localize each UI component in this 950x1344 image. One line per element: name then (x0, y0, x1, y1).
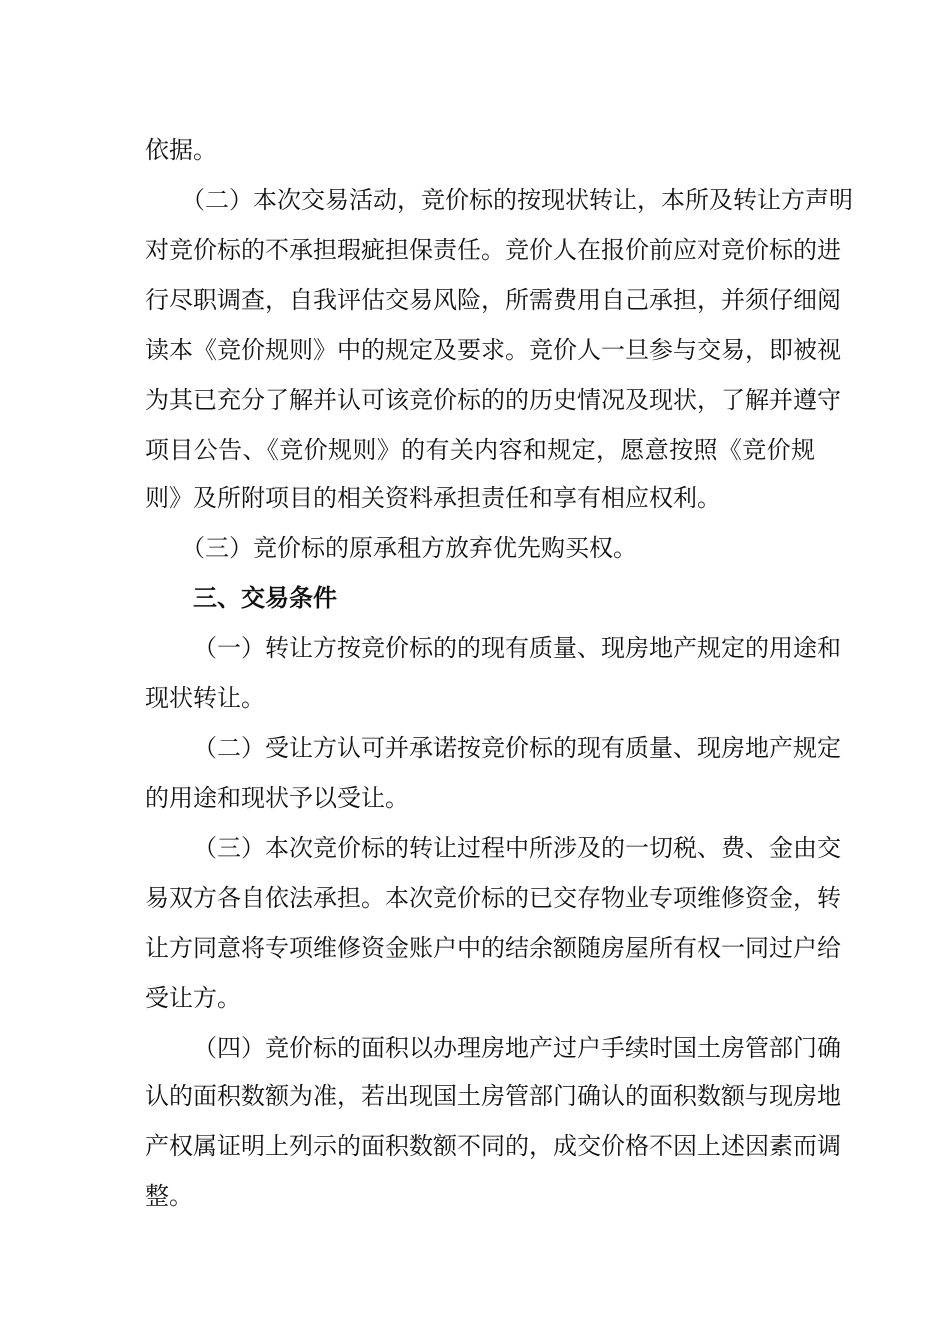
paragraph-line: 对竞价标的不承担瑕疵担保责任。竞价人在报价前应对竞价标的进 (145, 236, 841, 264)
paragraph-line: 依据。 (145, 136, 217, 164)
paragraph-line: （二）受让方认可并承诺按竞价标的现有质量、现房地产规定 (193, 734, 841, 762)
paragraph-line: 为其已充分了解并认可该竞价标的的历史情况及现状，了解并遵守 (145, 386, 841, 414)
paragraph-line: 认的面积数额为准，若出现国土房管部门确认的面积数额与现房地 (145, 1082, 841, 1110)
section-heading: 三、交易条件 (193, 584, 337, 612)
paragraph-line: 则》及所附项目的相关资料承担责任和享有相应权利。 (145, 484, 721, 512)
paragraph-line: （一）转让方按竞价标的的现有质量、现房地产规定的用途和 (193, 634, 841, 662)
paragraph-line: （三）本次竞价标的转让过程中所涉及的一切税、费、金由交 (193, 834, 841, 862)
paragraph-line: 整。 (145, 1182, 193, 1210)
paragraph-line: 产权属证明上列示的面积数额不同的，成交价格不因上述因素而调 (145, 1132, 841, 1160)
paragraph-line: （二）本次交易活动，竞价标的按现状转让，本所及转让方声明 (181, 186, 853, 214)
paragraph-line: 易双方各自依法承担。本次竞价标的已交存物业专项维修资金，转 (145, 884, 841, 912)
paragraph-line: （四）竞价标的面积以办理房地产过户手续时国土房管部门确 (193, 1034, 841, 1062)
paragraph-line: 的用途和现状予以受让。 (145, 784, 409, 812)
paragraph-line: 受让方。 (145, 984, 241, 1012)
paragraph-line: 让方同意将专项维修资金账户中的结余额随房屋所有权一同过户给 (145, 934, 841, 962)
paragraph-line: 行尽职调查，自我评估交易风险，所需费用自己承担，并须仔细阅 (145, 286, 841, 314)
paragraph-line: 读本《竞价规则》中的规定及要求。竞价人一旦参与交易，即被视 (145, 336, 841, 364)
paragraph-line: 现状转让。 (145, 684, 265, 712)
paragraph-line: 项目公告、《竞价规则》的有关内容和规定，愿意按照《竞价规 (145, 436, 815, 464)
paragraph-line: （三）竞价标的原承租方放弃优先购买权。 (181, 534, 637, 562)
